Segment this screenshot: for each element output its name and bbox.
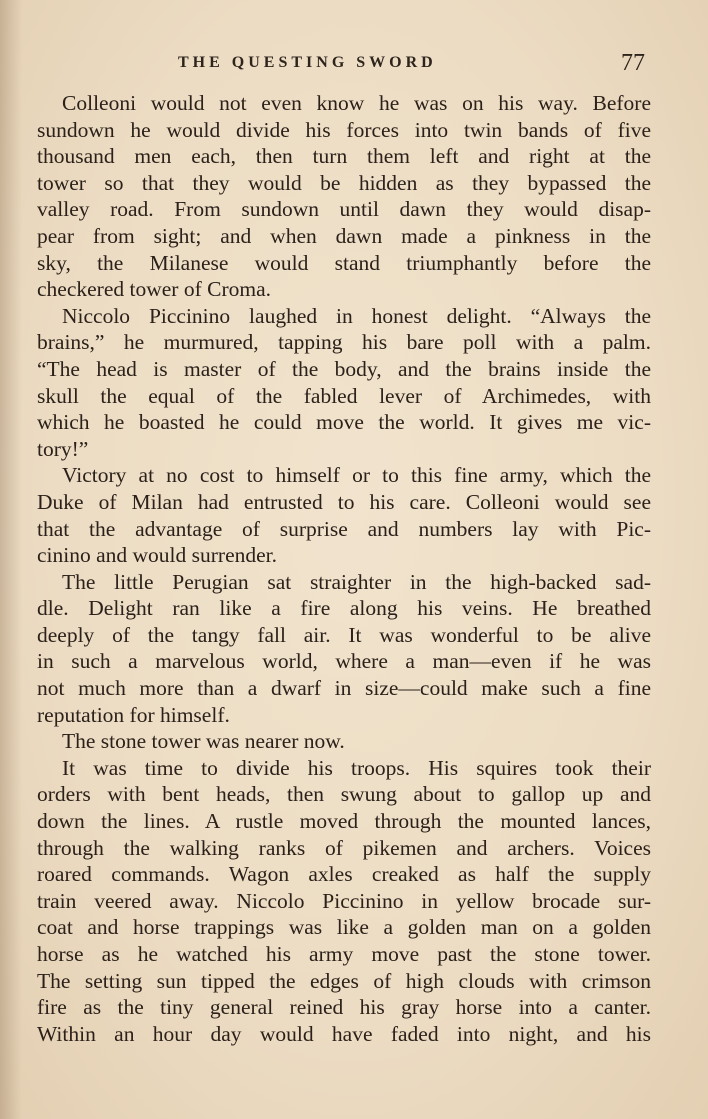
text-line: The little Perugian sat straighter in the high-backed sad- [62, 569, 651, 594]
text-line: roared commands. Wagon axles creaked as half the supply [37, 862, 651, 887]
text-line: “The head is master of the body, and the brains inside the [37, 356, 651, 381]
text-line: The stone tower was nearer now. [62, 729, 345, 754]
text-line: that the advantage of surprise and numbers lay with Pic- [37, 516, 651, 541]
text-line: Victory at no cost to himself or to this fine army, which the [62, 463, 651, 488]
text-line: reputation for himself. [37, 702, 230, 727]
text-line: Duke of Milan had entrusted to his care. Colleoni would see [37, 489, 651, 514]
text-line: cinino and would surrender. [37, 543, 278, 568]
text-line: pear from sight; and when dawn made a pinkness in the [37, 223, 651, 248]
page-number: 77 [621, 50, 645, 76]
page-edge-shadow [0, 0, 22, 1119]
text-line: orders with bent heads, then swung about to gallop up and [37, 782, 651, 807]
text-line: not much more than a dwarf in size—could make such a fine [37, 676, 651, 701]
text-line: sundown he would divide his forces into twin bands of five [37, 117, 651, 142]
text-line: The setting sun tipped the edges of high clouds with crimson [37, 968, 651, 993]
text-line: horse as he watched his army move past the stone tower. [37, 942, 651, 966]
text-line: fire as the tiny general reined his gray horse into a canter. [37, 995, 651, 1020]
text-line: checkered tower of Croma. [37, 277, 272, 302]
running-head: THE QUESTING SWORD [178, 54, 437, 71]
body-text [37, 90, 651, 1047]
text-line: Within an hour day would have faded into night, and his [37, 1021, 651, 1046]
text-line: down the lines. A rustle moved through the mounted lances, [37, 809, 651, 834]
text-line: through the walking ranks of pikemen and archers. Voices [37, 835, 651, 860]
text-line: It was time to divide his troops. His squires took their [62, 755, 651, 780]
text-line: which he boasted he could move the world. It gives me vic- [37, 410, 651, 435]
text-line: coat and horse trappings was like a golden man on a golden [37, 915, 651, 940]
text-line: valley road. From sundown until dawn they would disap- [37, 197, 651, 222]
text-line: deeply of the tangy fall air. It was wonderful to be alive [37, 622, 651, 647]
text-line: tory!” [37, 436, 89, 461]
text-line: sky, the Milanese would stand triumphantly before the [37, 250, 651, 275]
text-line: tower so that they would be hidden as they bypassed the [37, 170, 651, 195]
text-line: in such a marvelous world, where a man—even if he was [37, 649, 651, 674]
text-line: train veered away. Niccolo Piccinino in yellow brocade sur- [37, 888, 651, 913]
text-line: skull the equal of the fabled lever of Archimedes, with [37, 383, 651, 408]
text-line: Niccolo Piccinino laughed in honest delight. “Always the [62, 303, 651, 328]
text-line: thousand men each, then turn them left and right at the [37, 144, 651, 169]
text-line: dle. Delight ran like a fire along his veins. He breathed [37, 596, 651, 621]
text-line: brains,” he murmured, tapping his bare poll with a palm. [37, 330, 651, 355]
text-line: Colleoni would not even know he was on his way. Before [62, 91, 651, 115]
